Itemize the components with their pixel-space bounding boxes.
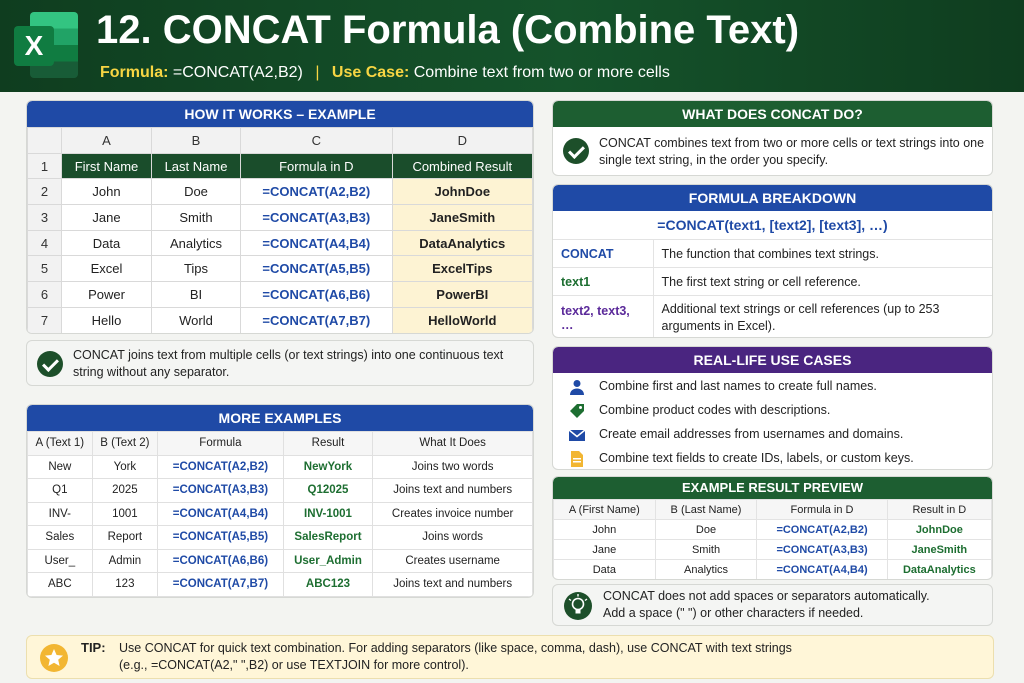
list-item: Combine text fields to create IDs, labels, or custom keys. xyxy=(569,451,914,465)
table-row: text1 The first text string or cell reference. xyxy=(553,268,992,296)
result-cell[interactable]: HelloWorld xyxy=(392,307,532,333)
table-row: text2, text3, … Additional text strings or cell references (up to 253 arguments in Excel). xyxy=(553,296,992,339)
formula-cell[interactable]: =CONCAT(A6,B6) xyxy=(241,282,393,308)
table-row: Jane Smith =CONCAT(A3,B3) JaneSmith xyxy=(554,540,992,560)
list-item: Combine first and last names to create full names. xyxy=(569,379,877,393)
table-row: 3 Jane Smith =CONCAT(A3,B3) JaneSmith xyxy=(28,205,533,231)
page-title: 12. CONCAT Formula (Combine Text) xyxy=(96,8,800,52)
formula-cell[interactable]: =CONCAT(A7,B7) xyxy=(241,307,393,333)
formula-cell[interactable]: =CONCAT(A4,B4) xyxy=(241,230,393,256)
subtitle: Formula: =CONCAT(A2,B2) | Use Case: Combine text from two or more cells xyxy=(100,64,670,81)
preview-table xyxy=(553,499,992,580)
breakdown-panel xyxy=(552,184,993,338)
what-does-text: CONCAT combines text from two or more cells or text strings into one single text string, in the order you specify. xyxy=(599,136,985,167)
user-icon xyxy=(569,379,585,395)
how-it-works-title: HOW IT WORKS – EXAMPLE xyxy=(27,101,533,127)
what-does-title: WHAT DOES CONCAT DO? xyxy=(553,101,992,127)
list-item: Combine product codes with descriptions. xyxy=(569,403,830,417)
header-banner xyxy=(0,0,1024,92)
usecase-label: Use Case: xyxy=(331,64,410,81)
document-icon xyxy=(569,451,585,467)
formula-cell[interactable]: =CONCAT(A5,B5) xyxy=(241,256,393,282)
more-examples-title: MORE EXAMPLES xyxy=(27,405,533,431)
preview-panel xyxy=(552,476,993,580)
formula-cell[interactable]: =CONCAT(A2,B2) xyxy=(241,179,393,205)
tip-label: TIP: xyxy=(81,640,106,655)
col-header: Result in D xyxy=(887,500,991,520)
check-icon xyxy=(563,138,589,164)
corner-cell xyxy=(28,128,62,154)
col-header: B (Last Name) xyxy=(655,500,757,520)
how-it-works-panel xyxy=(26,100,534,334)
cell[interactable]: Power xyxy=(62,282,152,308)
table-row: Q1 2025 =CONCAT(A3,B3) Q12025 Joins text and numbers xyxy=(28,479,533,503)
result-cell[interactable]: PowerBI xyxy=(392,282,532,308)
tip-line: (e.g., =CONCAT(A2," ",B2) or use TEXTJOIN for more control). xyxy=(119,658,469,672)
col-header-d: D xyxy=(392,128,532,154)
header-formula: Formula in D xyxy=(241,153,393,179)
usecase-value: Combine text from two or more cells xyxy=(413,64,670,81)
table-row: INV- 1001 =CONCAT(A4,B4) INV-1001 Creates invoice number xyxy=(28,502,533,526)
table-row: CONCAT The function that combines text strings. xyxy=(553,240,992,268)
col-header-b: B xyxy=(151,128,240,154)
col-header-a: A xyxy=(62,128,152,154)
header-first-name: First Name xyxy=(62,153,152,179)
list-item: Create email addresses from usernames and domains. xyxy=(569,427,903,441)
result-cell[interactable]: JohnDoe xyxy=(392,179,532,205)
use-cases-title: REAL-LIFE USE CASES xyxy=(553,347,992,373)
more-examples-panel xyxy=(26,404,534,598)
example-sheet xyxy=(27,127,533,334)
table-row: 4 Data Analytics =CONCAT(A4,B4) DataAnalytics xyxy=(28,230,533,256)
preview-note xyxy=(552,584,993,626)
col-header: Result xyxy=(283,432,373,456)
formula-value: =CONCAT(A2,B2) xyxy=(172,64,303,81)
note-line: Add a space (" ") or other characters if needed. xyxy=(603,606,864,620)
table-row: ABC 123 =CONCAT(A7,B7) ABC123 Joins text and numbers xyxy=(28,573,533,597)
table-row: New York =CONCAT(A2,B2) NewYork Joins two words xyxy=(28,455,533,479)
row-number: 1 xyxy=(28,153,62,179)
header-result: Combined Result xyxy=(392,153,532,179)
more-examples-table xyxy=(27,431,533,597)
cell[interactable]: Jane xyxy=(62,205,152,231)
breakdown-table xyxy=(553,239,992,338)
formula-cell[interactable]: =CONCAT(A3,B3) xyxy=(241,205,393,231)
table-row: 6 Power BI =CONCAT(A6,B6) PowerBI xyxy=(28,282,533,308)
cell[interactable]: Hello xyxy=(62,307,152,333)
col-header: What It Does xyxy=(373,432,533,456)
header-last-name: Last Name xyxy=(151,153,240,179)
tip-box xyxy=(26,635,994,679)
concat-note xyxy=(26,340,534,386)
preview-title: EXAMPLE RESULT PREVIEW xyxy=(553,477,992,499)
cell[interactable]: Analytics xyxy=(151,230,240,256)
table-row: Data Analytics =CONCAT(A4,B4) DataAnalytics xyxy=(554,560,992,580)
formula-label: Formula: xyxy=(100,64,169,81)
table-row: User_ Admin =CONCAT(A6,B6) User_Admin Creates username xyxy=(28,549,533,573)
cell[interactable]: John xyxy=(62,179,152,205)
result-cell[interactable]: DataAnalytics xyxy=(392,230,532,256)
check-icon xyxy=(37,351,63,377)
note-line: CONCAT does not add spaces or separators automatically. xyxy=(603,589,930,603)
syntax: =CONCAT(text1, [text2], [text3], …) xyxy=(657,217,888,233)
col-header: A (First Name) xyxy=(554,500,656,520)
use-cases-panel xyxy=(552,346,993,470)
cell[interactable]: Excel xyxy=(62,256,152,282)
star-icon xyxy=(39,643,69,673)
col-header: B (Text 2) xyxy=(92,432,157,456)
lightbulb-icon xyxy=(563,591,593,621)
tag-icon xyxy=(569,403,585,419)
cell[interactable]: Tips xyxy=(151,256,240,282)
result-cell[interactable]: JaneSmith xyxy=(392,205,532,231)
excel-logo-icon: X xyxy=(14,12,80,78)
table-row: 2 John Doe =CONCAT(A2,B2) JohnDoe xyxy=(28,179,533,205)
col-header: Formula in D xyxy=(757,500,887,520)
breakdown-title: FORMULA BREAKDOWN xyxy=(553,185,992,211)
result-cell[interactable]: ExcelTips xyxy=(392,256,532,282)
cell[interactable]: BI xyxy=(151,282,240,308)
tip-line: Use CONCAT for quick text combination. For adding separators (like space, comma, dash), use CONCAT with text strings xyxy=(119,641,792,655)
envelope-icon xyxy=(569,427,585,443)
table-row: 7 Hello World =CONCAT(A7,B7) HelloWorld xyxy=(28,307,533,333)
col-header-c: C xyxy=(241,128,393,154)
cell[interactable]: Smith xyxy=(151,205,240,231)
table-row: Sales Report =CONCAT(A5,B5) SalesReport Joins words xyxy=(28,526,533,550)
note-text: CONCAT joins text from multiple cells (or text strings) into one continuous text string without any separator. xyxy=(73,348,504,379)
table-row: John Doe =CONCAT(A2,B2) JohnDoe xyxy=(554,520,992,540)
what-does-panel xyxy=(552,100,993,176)
cell[interactable]: World xyxy=(151,307,240,333)
cell[interactable]: Doe xyxy=(151,179,240,205)
col-header: A (Text 1) xyxy=(28,432,93,456)
table-row: 5 Excel Tips =CONCAT(A5,B5) ExcelTips xyxy=(28,256,533,282)
cell[interactable]: Data xyxy=(62,230,152,256)
col-header: Formula xyxy=(158,432,284,456)
